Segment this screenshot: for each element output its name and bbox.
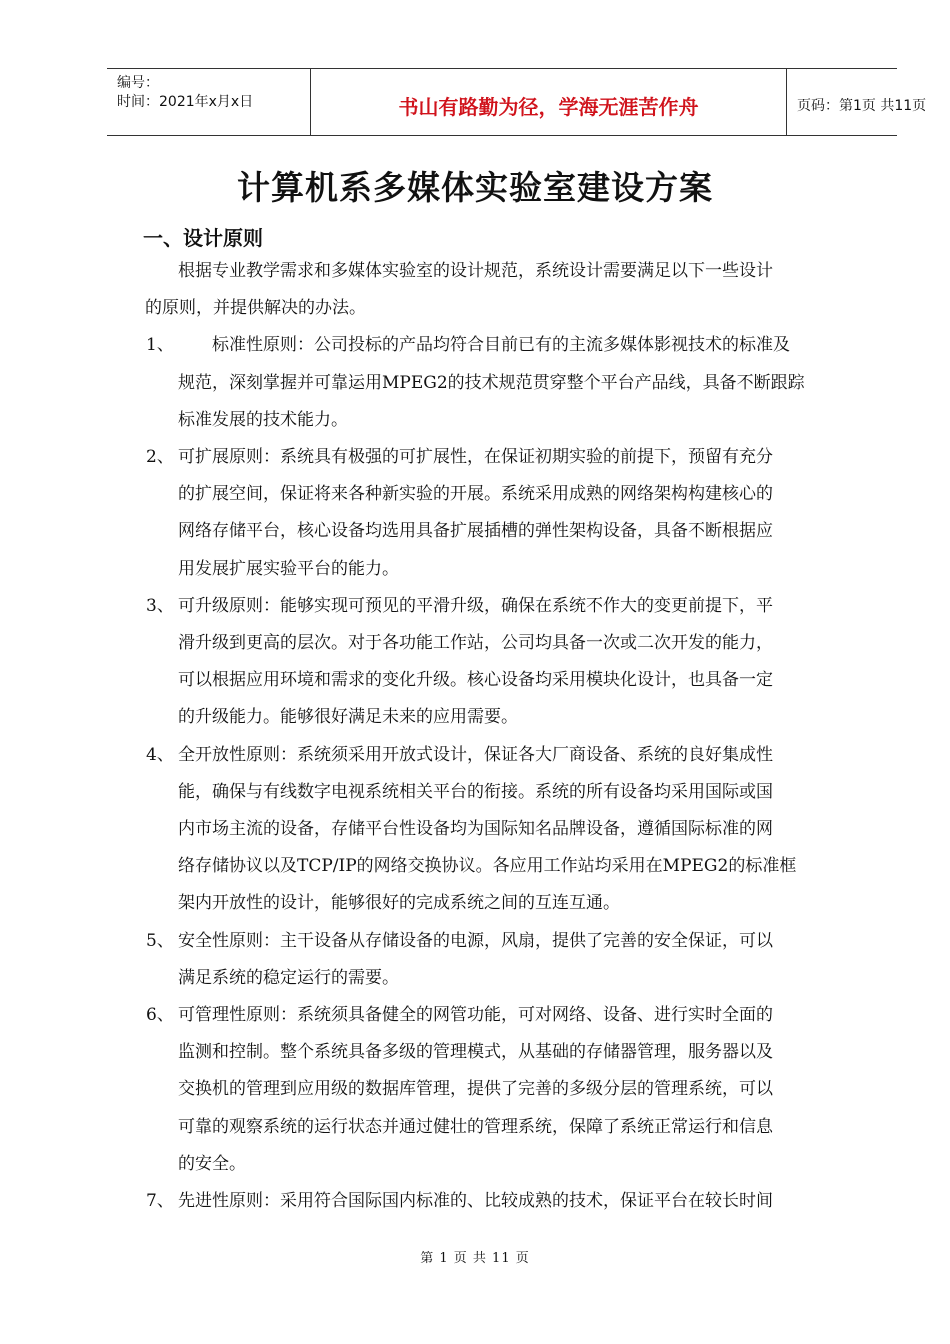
list-item-line: 安全性原则：主干设备从存储设备的电源，风扇，提供了完善的安全保证，可以 xyxy=(178,930,773,951)
list-item-number: 4、 xyxy=(146,744,174,765)
list-item-line: 先进性原则：采用符合国际国内标准的、比较成熟的技术，保证平台在较长时间 xyxy=(178,1191,773,1211)
header-motto-cell xyxy=(310,69,787,135)
list-item-line: 监测和控制。整个系统具备多级的管理模式，从基础的存储器管理，服务器以及 xyxy=(178,1042,773,1063)
header-page-cell xyxy=(787,69,927,135)
list-item-line: 全开放性原则：系统须采用开放式设计，保证各大厂商设备、系统的良好集成性 xyxy=(178,744,773,765)
list-item-line: 可靠的观察系统的运行状态并通过健壮的管理系统，保障了系统正常运行和信息 xyxy=(178,1116,773,1137)
list-item-line: 能，确保与有线数字电视系统相关平台的衔接。系统的所有设备均采用国际或国 xyxy=(178,781,773,802)
list-item-line: 可以根据应用环境和需求的变化升级。核心设备均采用模块化设计，也具备一定 xyxy=(178,670,773,691)
list-item-line: 络存储协议以及TCP/IP的网络交换协议。各应用工作站均采用在MPEG2的标准框 xyxy=(178,856,797,877)
list-item-line: 可扩展原则：系统具有极强的可扩展性，在保证初期实验的前提下，预留有充分 xyxy=(178,447,773,467)
list-item-line: 标准性原则：公司投标的产品均符合目前已有的主流多媒体影视技术的标准及 xyxy=(212,335,790,356)
list-item-number: 2、 xyxy=(146,447,174,467)
list-item-line: 满足系统的稳定运行的需要。 xyxy=(178,967,399,988)
intro-line: 的原则，并提供解决的办法。 xyxy=(145,298,366,319)
list-item-line: 内市场主流的设备，存储平台性设备均为国际知名品牌设备，遵循国际标准的网 xyxy=(178,819,773,839)
list-item-line: 架内开放性的设计，能够很好的完成系统之间的互连互通。 xyxy=(178,893,620,914)
header-left-cell xyxy=(107,69,310,135)
page-footer: 第 1 页 共 11 页 xyxy=(420,1251,530,1266)
list-item-number: 7、 xyxy=(146,1191,174,1211)
header-motto: 书山有路勤为径，学海无涯苦作舟 xyxy=(398,95,699,119)
section-heading: 一、设计原则 xyxy=(143,226,263,250)
list-item-line: 网络存储平台，核心设备均选用具备扩展插槽的弹性架构设备，具备不断根据应 xyxy=(178,521,773,542)
list-item-line: 交换机的管理到应用级的数据库管理，提供了完善的多级分层的管理系统，可以 xyxy=(178,1079,773,1100)
header-page-info: 页码：第1页 共11页 xyxy=(797,98,927,114)
list-item-number: 3、 xyxy=(146,595,174,616)
list-item-number: 1、 xyxy=(146,335,174,356)
list-item-line: 可管理性原则：系统须具备健全的网管功能，可对网络、设备、进行实时全面的 xyxy=(178,1005,773,1025)
list-item-number: 5、 xyxy=(146,930,174,951)
list-item-line: 的扩展空间，保证将来各种新实验的开展。系统采用成熟的网络架构构建核心的 xyxy=(178,484,773,505)
list-item-line: 可升级原则：能够实现可预见的平滑升级，确保在系统不作大的变更前提下，平 xyxy=(178,595,773,616)
list-item-line: 的升级能力。能够很好满足未来的应用需要。 xyxy=(178,707,518,728)
list-item-line: 滑升级到更高的层次。对于各功能工作站，公司均具备一次或二次开发的能力， xyxy=(178,633,773,653)
document-title: 计算机系多媒体实验室建设方案 xyxy=(237,168,713,207)
list-item-number: 6、 xyxy=(146,1005,174,1025)
document-date: 时间：2021年x月x日 xyxy=(117,94,254,110)
document-header xyxy=(107,68,927,136)
intro-line: 根据专业教学需求和多媒体实验室的设计规范，系统设计需要满足以下一些设计 xyxy=(178,261,773,281)
list-item-line: 标准发展的技术能力。 xyxy=(178,409,348,430)
list-item-line: 规范，深刻掌握并可靠运用MPEG2的技术规范贯穿整个平台产品线，具备不断跟踪 xyxy=(178,372,805,393)
list-item-line: 用发展扩展实验平台的能力。 xyxy=(178,558,399,579)
document-number-label: 编号： xyxy=(117,75,159,91)
list-item-line: 的安全。 xyxy=(178,1153,246,1174)
